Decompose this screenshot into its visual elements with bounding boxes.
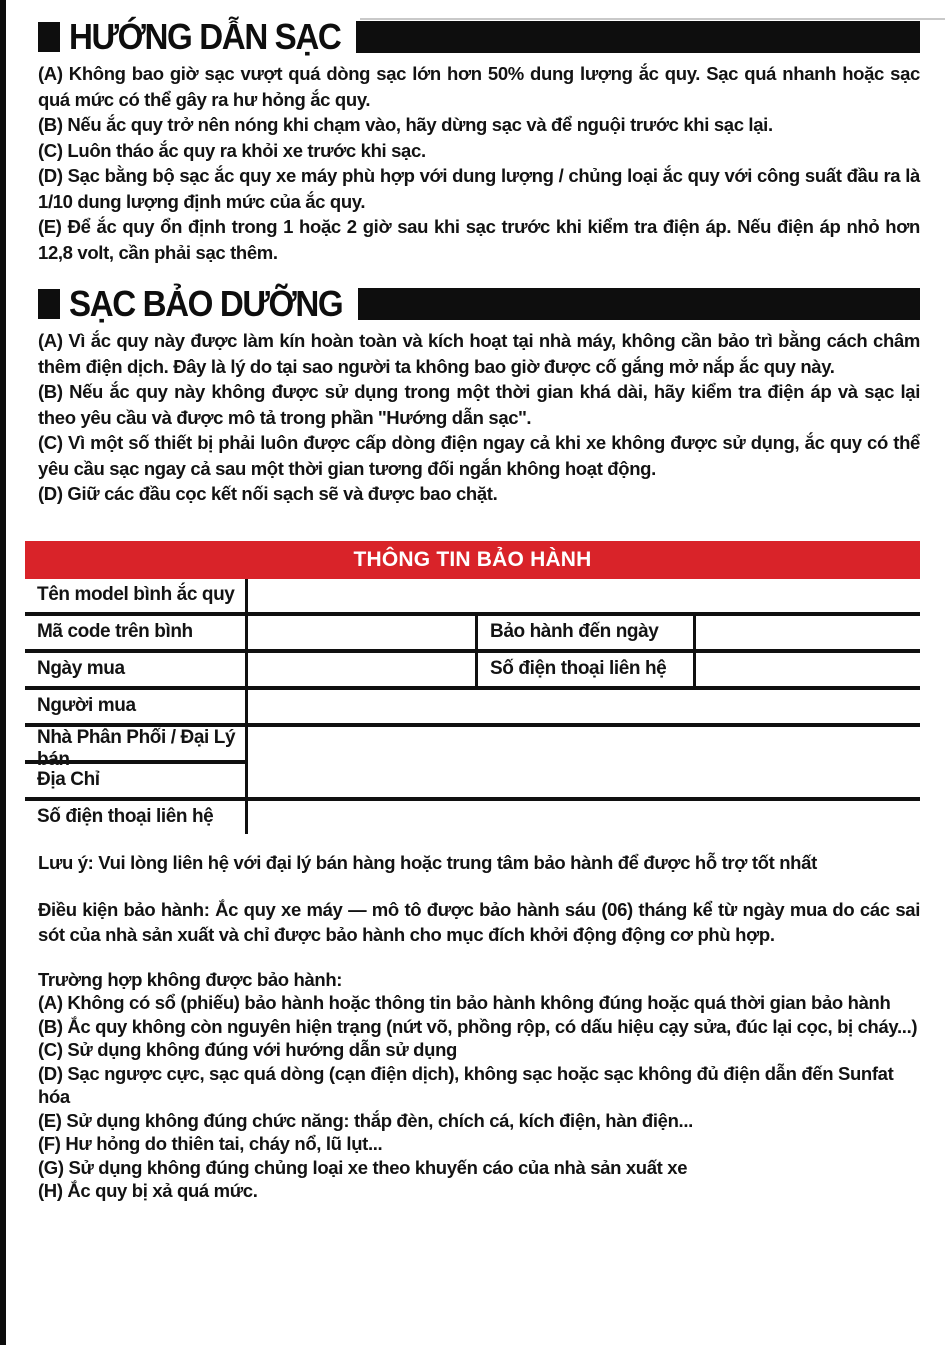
- instruction-item-a: (A) Không bao giờ sạc vượt quá dòng sạc lớn hơn 50% dung lượng ắc quy. Sạc quá nhanh hoặc sạc quá mức có thể gây ra hư hỏng ắc quy.: [38, 63, 920, 110]
- exclusion-item-f: (F) Hư hỏng do thiên tai, cháy nổ, lũ lụt...: [38, 1133, 383, 1154]
- maintenance-item-b: (B) Nếu ắc quy này không được sử dụng trong một thời gian khá dài, hãy kiểm tra điện áp và sạc lại theo yêu cầu và được mô tả trong phần ''Hướng dẫn sạc''.: [38, 381, 920, 428]
- table-row-purchase-date: [25, 653, 920, 690]
- exclusion-item-e: (E) Sử dụng không đúng chức năng: thắp đèn, chích cá, kích điện, hàn điện...: [38, 1109, 693, 1131]
- row-value-blank: [248, 801, 920, 834]
- row-label: Mã code trên bình: [25, 616, 248, 649]
- instruction-item-e: (E) Để ắc quy ổn định trong 1 hoặc 2 giờ sau khi sạc trước khi kiểm tra điện áp. Nếu điện áp nhỏ hơn 12,8 volt, cần phải sạc thêm.: [38, 216, 920, 263]
- row-label: Nhà Phân Phối / Đại Lý bán: [25, 727, 248, 771]
- instruction-item-c: (C) Luôn tháo ắc quy ra khỏi xe trước khi sạc.: [38, 139, 426, 161]
- row-label: Tên model bình ắc quy: [25, 579, 248, 612]
- charging-instructions-list: [38, 61, 920, 265]
- exclusion-item-g: (G) Sử dụng không đúng chủng loại xe theo khuyến cáo của nhà sản xuất xe: [38, 1156, 688, 1178]
- row-value-blank: [248, 653, 478, 686]
- section-header-maintenance: [38, 283, 920, 324]
- row-label: Số điện thoại liên hệ: [25, 801, 248, 834]
- warranty-info-table: [25, 541, 920, 834]
- table-row-model: [25, 579, 920, 616]
- row-value-2-blank: [696, 653, 920, 686]
- row-value-blank: [248, 690, 920, 723]
- table-row-address: [25, 764, 920, 801]
- instruction-item-b: (B) Nếu ắc quy trở nên nóng khi chạm vào, hãy dừng sạc và để nguội trước khi sạc lại.: [38, 114, 773, 135]
- row-label-2: Bảo hành đến ngày: [478, 616, 696, 649]
- table-row-phone: [25, 801, 920, 834]
- section-title-charging: HƯỚNG DẪN SẠC: [69, 16, 341, 57]
- black-square-bullet-icon: [38, 22, 60, 52]
- table-row-code: [25, 616, 920, 653]
- row-label: Ngày mua: [25, 653, 248, 686]
- warranty-conditions: Điều kiện bảo hành: Ắc quy xe máy — mô tô được bảo hành sáu (06) tháng kể từ ngày mua do các sai sót của nhà sản xuất và chỉ được bảo hành cho mục đích khởi động động cơ phù hợp.: [38, 898, 920, 945]
- section-header-charging: [38, 16, 920, 57]
- exclusion-item-c: (C) Sử dụng không đúng với hướng dẫn sử dụng: [38, 1039, 457, 1060]
- exclusion-item-a: (A) Không có sổ (phiếu) bảo hành hoặc thông tin bảo hành không đúng hoặc quá thời gian bảo hành: [38, 992, 891, 1013]
- instruction-item-d: (D) Sạc bằng bộ sạc ắc quy xe máy phù hợp với dung lượng / chủng loại ắc quy với công suất đầu ra là 1/10 dung lượng định mức của ắc quy.: [38, 165, 920, 212]
- exclusion-item-d: (D) Sạc ngược cực, sạc quá dòng (cạn điện dịch), không sạc hoặc sạc không đủ điện dẫn đến Sunfat hóa: [38, 1062, 894, 1107]
- exclusion-item-h: (H) Ắc quy bị xả quá mức.: [38, 1180, 258, 1201]
- row-label-2: Số điện thoại liên hệ: [478, 653, 696, 686]
- table-row-distributor: [25, 726, 920, 770]
- exclusion-item-b: (B) Ắc quy không còn nguyên hiện trạng (nứt võ, phồng rộp, có dấu hiệu cạy sửa, đúc lại cọc, bị cháy...): [38, 1015, 918, 1037]
- row-label: Địa Chỉ: [25, 764, 248, 797]
- maintenance-item-c: (C) Vì một số thiết bị phải luôn được cấp dòng điện ngay cả khi xe không được sử dụng, ắc quy có thể yêu cầu sạc ngay cả sau một thời gian tương đối ngắn không hoạt động.: [38, 432, 920, 479]
- row-value-blank: [248, 616, 478, 649]
- support-note: Lưu ý: Vui lòng liên hệ với đại lý bán hàng hoặc trung tâm bảo hành để được hỗ trợ tốt nhất: [38, 851, 817, 873]
- title-rule-bar: [356, 21, 920, 53]
- row-value-blank: [248, 579, 920, 612]
- row-label: Người mua: [25, 690, 248, 723]
- black-square-bullet-icon: [38, 289, 60, 319]
- warranty-exclusions: [38, 968, 920, 1203]
- maintenance-instructions-list: [38, 328, 920, 507]
- exclusions-title: Trường hợp không được bảo hành:: [38, 968, 343, 990]
- warranty-table-header: THÔNG TIN BẢO HÀNH: [25, 541, 920, 579]
- row-value-blank: [248, 764, 920, 797]
- title-rule-bar: [358, 288, 920, 320]
- maintenance-item-d: (D) Giữ các đầu cọc kết nối sạch sẽ và được bao chặt.: [38, 483, 498, 504]
- maintenance-item-a: (A) Vì ắc quy này được làm kín hoàn toàn và kích hoạt tại nhà máy, không cần bảo trì bằng cách châm thêm điện dịch. Đây là lý do tại sao người ta không bao giờ được cố gắng mở nắp ắc quy này.: [38, 330, 920, 377]
- section-title-maintenance: SẠC BẢO DƯỠNG: [69, 283, 343, 324]
- table-row-buyer: [25, 690, 920, 727]
- row-value-2-blank: [696, 616, 920, 649]
